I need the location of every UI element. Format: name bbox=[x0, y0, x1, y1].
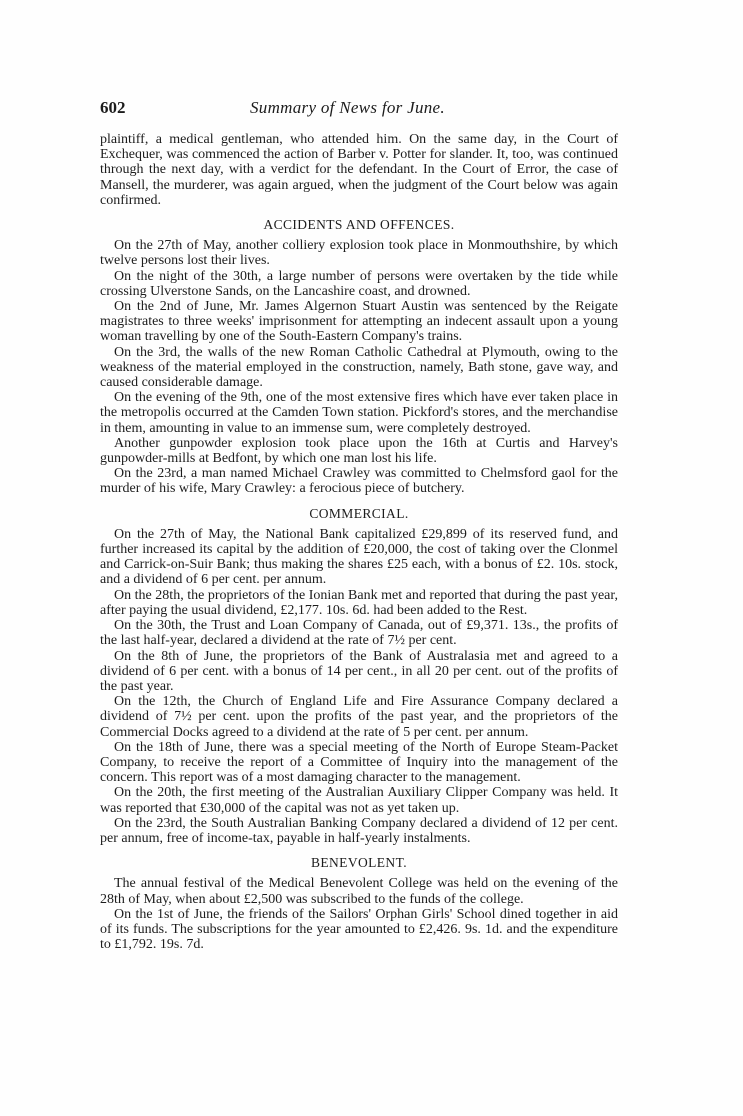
paragraph: On the evening of the 9th, one of the most extensive fires which have ever taken place in the metropolis occurred at the Camden Town station. Pickford's stores, and the merchandise in them, amounting in value to an immense sum, were completely destroyed. bbox=[100, 390, 618, 436]
section-heading-benevolent: BENEVOLENT. bbox=[310, 855, 407, 871]
paragraph: On the 30th, the Trust and Loan Company of Canada, out of £9,371. 13s., the profits of the last half-year, declared a dividend at the rate of 7½ per cent. bbox=[100, 618, 618, 649]
section-heading-commercial: COMMERCIAL. bbox=[309, 505, 409, 521]
section-commercial bbox=[100, 506, 618, 846]
paragraph: On the 20th, the first meeting of the Australian Auxiliary Clipper Company was held. It was reported that £30,000 of the capital was not as yet taken up. bbox=[100, 785, 618, 816]
paragraph: On the 27th of May, the National Bank capitalized £29,899 of its reserved fund, and further increased its capital by the addition of £20,000, the cost of taking over the Clonmel and Carrick-on-Suir Bank; thus making the shares £25 each, with a bonus of £2. 10s. stock, and a dividend of 6 per cent. per annum. bbox=[100, 526, 618, 588]
paragraph: On the 3rd, the walls of the new Roman Catholic Cathedral at Plymouth, owing to the weakness of the material employed in the construction, namely, Bath stone, gave way, and caused considerable damage. bbox=[100, 344, 618, 391]
intro-paragraph: plaintiff, a medical gentleman, who attended him. On the same day, in the Court of Exchequer, was commenced the action of Barber v. Potter for slander. It, too, was continued through the next day, with a verdict for the defendant. In the Court of Error, the case of Mansell, the murderer, was again argued, when the judgment of the Court below was again confirmed. bbox=[100, 132, 618, 208]
section-accidents bbox=[100, 217, 618, 497]
article-body bbox=[100, 132, 618, 952]
section-heading-accidents: ACCIDENTS AND OFFENCES. bbox=[263, 217, 455, 233]
page-header bbox=[100, 98, 620, 124]
section-benevolent bbox=[100, 855, 618, 952]
paragraph: On the 8th of June, the proprietors of the Bank of Australasia met and agreed to a dividend of 6 per cent. with a bonus of 14 per cent., in all 20 per cent. out of the profits of the past year. bbox=[100, 648, 618, 694]
paragraph: On the 28th, the proprietors of the Ionian Bank met and reported that during the past year, after paying the usual dividend, £2,177. 10s. 6d. had been added to the Rest. bbox=[100, 587, 618, 618]
paragraph: On the 23rd, a man named Michael Crawley was committed to Chelmsford gaol for the murder of his wife, Mary Crawley: a ferocious piece of butchery. bbox=[100, 466, 618, 497]
paragraph: Another gunpowder explosion took place upon the 16th at Curtis and Harvey's gunpowder-mills at Bedfont, by which one man lost his life. bbox=[100, 435, 618, 467]
paragraph: On the night of the 30th, a large number of persons were overtaken by the tide while crossing Ulverstone Sands, on the Lancashire coast, and drowned. bbox=[100, 268, 618, 299]
paragraph: On the 18th of June, there was a special meeting of the North of Europe Steam-Packet Company, to receive the report of a Committee of Inquiry into the management of the concern. This report was of a most damaging character to the management. bbox=[100, 739, 618, 786]
paragraph: On the 12th, the Church of England Life and Fire Assurance Company declared a dividend of 7½ per cent. upon the profits of the past year, and the proprietors of the Commercial Docks agreed to a dividend at the rate of 5 per cent. per annum. bbox=[100, 694, 618, 740]
paragraph: On the 27th of May, another colliery explosion took place in Monmouthshire, by which twelve persons lost their lives. bbox=[100, 238, 618, 269]
paragraph: On the 2nd of June, Mr. James Algernon Stuart Austin was sentenced by the Reigate magistrates to three weeks' imprisonment for attempting an indecent assault upon a young woman travelling by one of the South-Eastern Company's trains. bbox=[100, 299, 618, 345]
paragraph: The annual festival of the Medical Benevolent College was held on the evening of the 28th of May, when about £2,500 was subscribed to the funds of the college. bbox=[100, 876, 618, 907]
paragraph: On the 1st of June, the friends of the Sailors' Orphan Girls' School dined together in aid of its funds. The subscriptions for the year amounted to £2,426. 9s. 1d. and the expenditure to £1,792. 19s. 7d. bbox=[100, 906, 618, 953]
running-title: Summary of News for June. bbox=[250, 98, 445, 117]
page-number: 602 bbox=[100, 98, 126, 117]
paragraph: On the 23rd, the South Australian Banking Company declared a dividend of 12 per cent. per annum, free of income-tax, payable in half-yearly instalments. bbox=[100, 815, 618, 846]
